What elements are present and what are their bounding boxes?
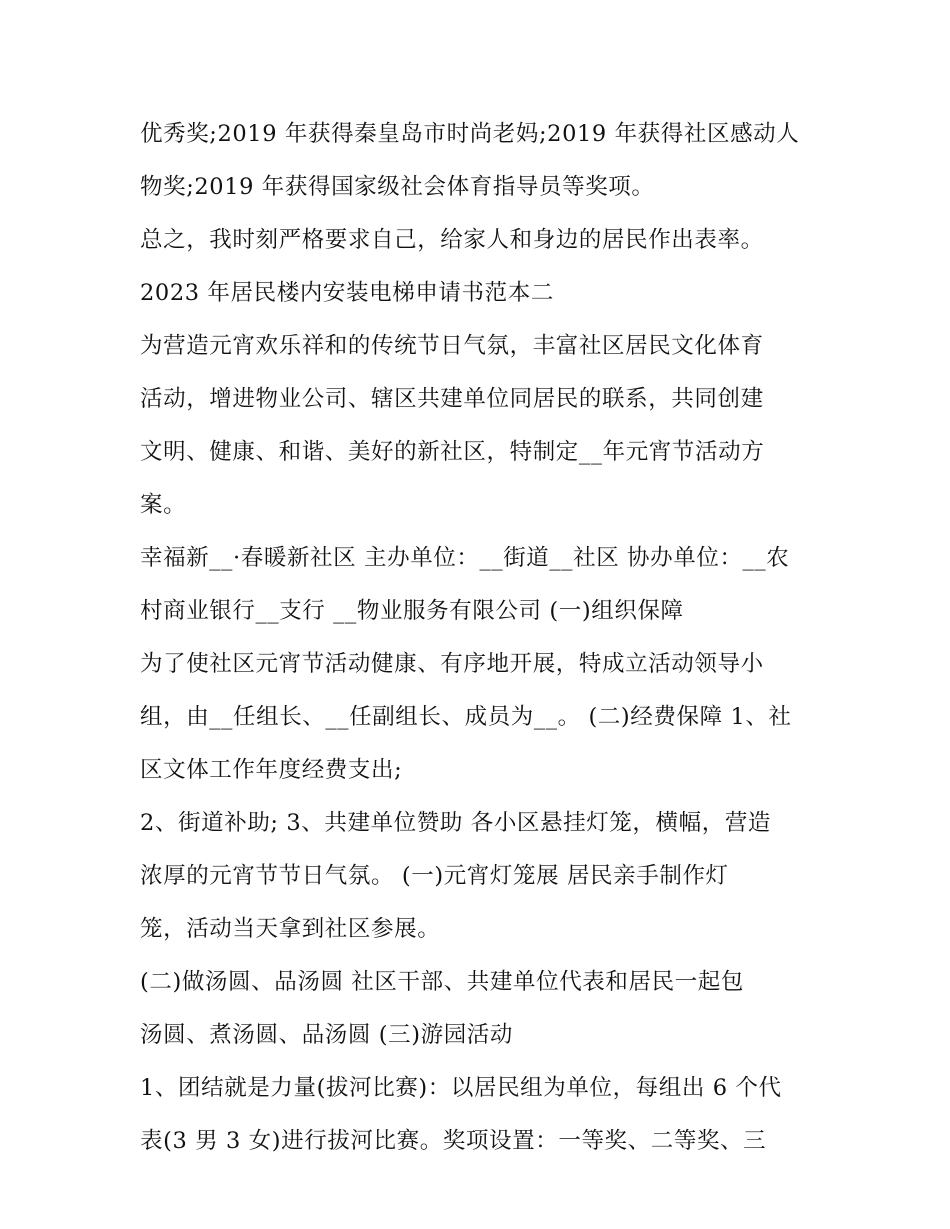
text-line: 文明、健康、和谐、美好的新社区，特制定__年元宵节活动方 xyxy=(140,439,765,465)
text-line: 优秀奖;2019 年获得秦皇岛市时尚老妈;2019 年获得社区感动人 xyxy=(140,121,800,147)
text-line: 组，由__任组长、__任副组长、成员为__。 (二)经费保障 1、社 xyxy=(140,704,792,730)
text-line: 活动，增进物业公司、辖区共建单位同居民的联系，共同创建 xyxy=(140,386,764,412)
text-line: 汤圆、煮汤圆、品汤圆 (三)游园活动 xyxy=(140,1022,514,1048)
text-line: 2、街道补助; 3、共建单位赞助 各小区悬挂灯笼，横幅，营造 xyxy=(140,810,772,836)
section-heading: 2023 年居民楼内安装电梯申请书范本二 xyxy=(140,280,554,306)
text-line: 为营造元宵欢乐祥和的传统节日气氛，丰富社区居民文化体育 xyxy=(140,333,764,359)
text-line: 案。 xyxy=(140,492,187,518)
text-line: 表(3 男 3 女)进行拔河比赛。奖项设置：一等奖、二等奖、三 xyxy=(140,1128,767,1154)
text-line: 浓厚的元宵节节日气氛。 (一)元宵灯笼展 居民亲手制作灯 xyxy=(140,863,729,889)
text-line: 幸福新__·春暖新社区 主办单位：__街道__社区 协办单位：__农 xyxy=(140,545,790,571)
text-line: 笼，活动当天拿到社区参展。 xyxy=(140,916,441,942)
document-body xyxy=(140,108,820,1168)
text-line: 村商业银行__支行 __物业服务有限公司 (一)组织保障 xyxy=(140,598,684,624)
text-line: 1、团结就是力量(拔河比赛)：以居民组为单位，每组出 6 个代 xyxy=(140,1075,782,1101)
text-line: 物奖;2019 年获得国家级社会体育指导员等奖项。 xyxy=(140,174,655,200)
text-line: 总之，我时刻严格要求自己，给家人和身边的居民作出表率。 xyxy=(140,227,764,253)
text-line: 为了使社区元宵节活动健康、有序地开展，特成立活动领导小 xyxy=(140,651,764,677)
text-line: 区文体工作年度经费支出; xyxy=(140,757,403,783)
text-line: (二)做汤圆、品汤圆 社区干部、共建单位代表和居民一起包 xyxy=(140,969,745,995)
